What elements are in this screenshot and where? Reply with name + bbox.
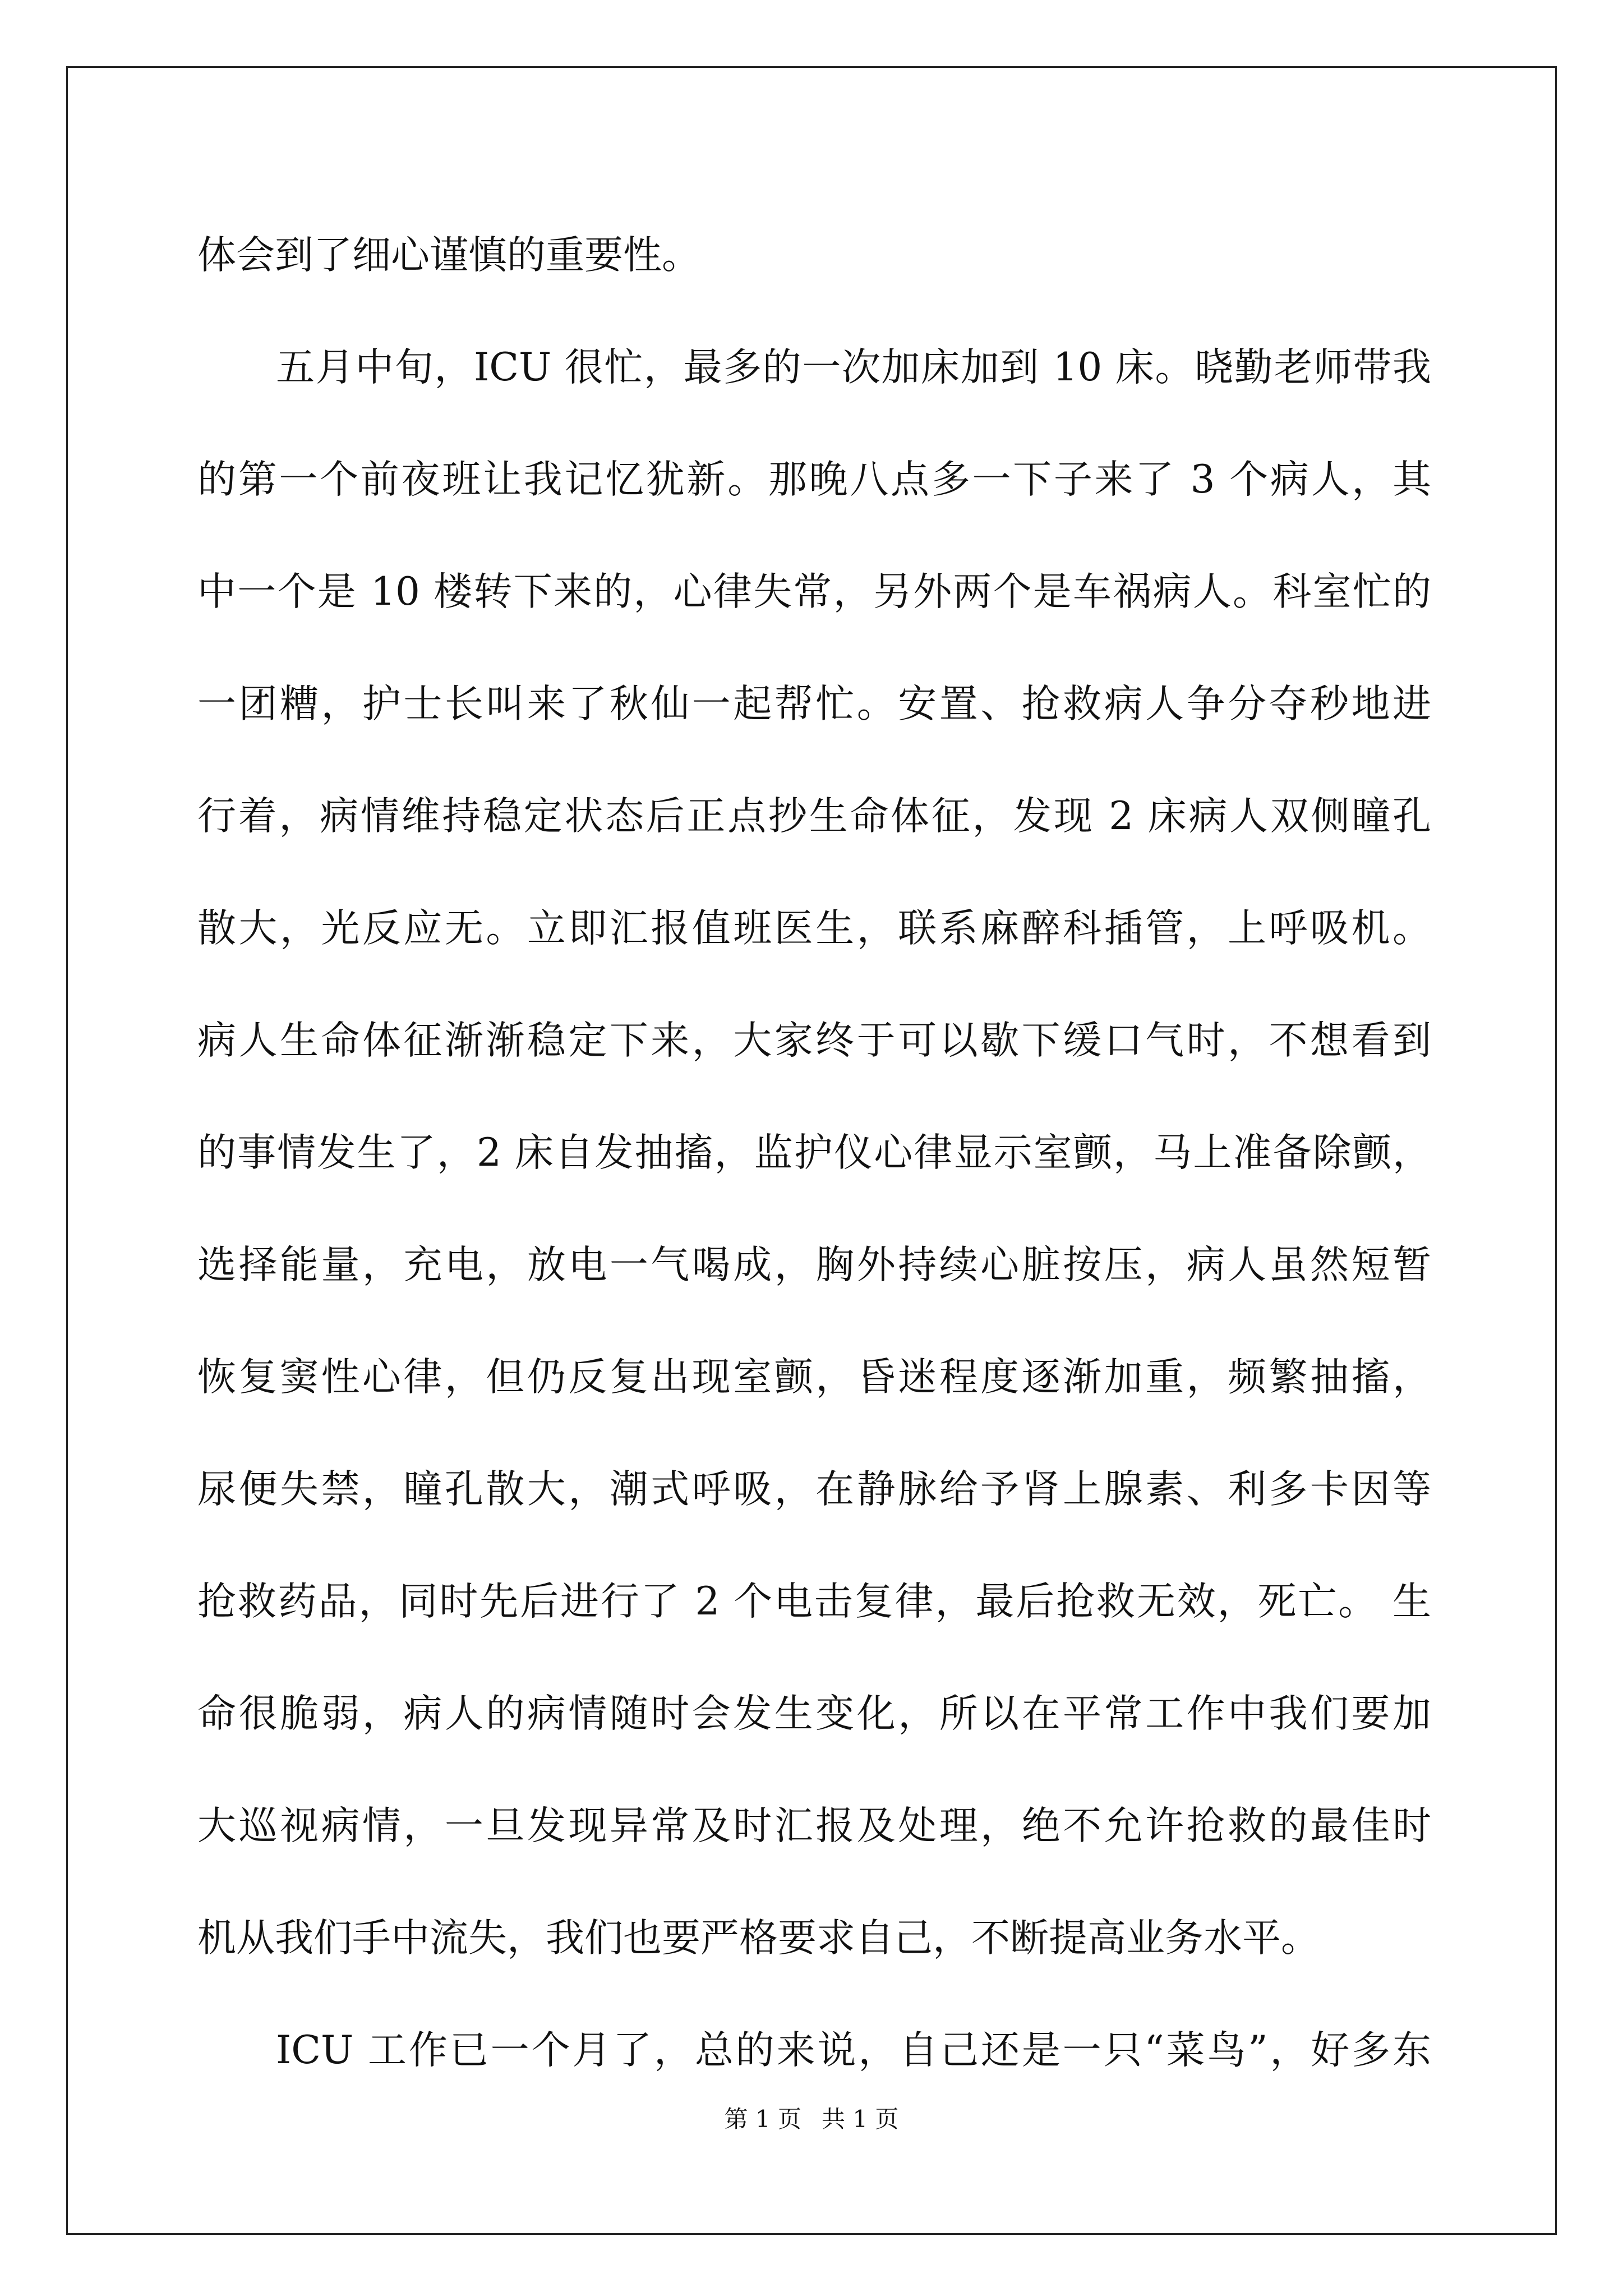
page-total: 共 1 页 — [822, 2105, 899, 2133]
text-line: 五月中旬，ICU 很忙，最多的一次加床加到 10 床。晓勤老师带我 — [276, 345, 1431, 390]
text-line: 抢救药品，同时先后进行了 2 个电击复律，最后抢救无效，死亡。 生 — [197, 1579, 1431, 1624]
text-line: 机从我们手中流失，我们也要严格要求自己，不断提高业务水平。 — [197, 1916, 1320, 1961]
page-footer — [0, 2101, 1623, 2134]
text-line: 恢复窦性心律，但仍反复出现室颤，昏迷程度逐渐加重，频繁抽搐， — [197, 1355, 1431, 1400]
text-line: 散大，光反应无。立即汇报值班医生，联系麻醉科插管，上呼吸机。 — [197, 906, 1431, 951]
text-line: 的第一个前夜班让我记忆犹新。那晚八点多一下子来了 3 个病人，其 — [197, 457, 1431, 502]
document-body — [197, 199, 1431, 2106]
text-line: 体会到了细心谨慎的重要性。 — [197, 233, 700, 278]
text-line: 大巡视病情，一旦发现异常及时汇报及处理，绝不允许抢救的最佳时 — [197, 1803, 1431, 1848]
text-line: 命很脆弱，病人的病情随时会发生变化，所以在平常工作中我们要加 — [197, 1691, 1431, 1736]
text-line: 病人生命体征渐渐稳定下来，大家终于可以歇下缓口气时，不想看到 — [197, 1018, 1431, 1063]
text-line: ICU 工作已一个月了，总的来说，自己还是一只“菜鸟”，好多东 — [276, 2028, 1431, 2073]
text-line: 选择能量，充电，放电一气喝成，胸外持续心脏按压，病人虽然短暂 — [197, 1243, 1431, 1287]
page-number: 第 1 页 — [724, 2105, 801, 2133]
text-line: 行着，病情维持稳定状态后正点抄生命体征，发现 2 床病人双侧瞳孔 — [197, 794, 1431, 839]
text-line: 中一个是 10 楼转下来的，心律失常，另外两个是车祸病人。科室忙的 — [197, 569, 1431, 614]
text-line: 一团糟，护士长叫来了秋仙一起帮忙。安置、抢救病人争分夺秒地进 — [197, 682, 1431, 726]
text-line: 的事情发生了，2 床自发抽搐，监护仪心律显示室颤，马上准备除颤， — [197, 1130, 1431, 1175]
text-line: 尿便失禁，瞳孔散大，潮式呼吸，在静脉给予肾上腺素、利多卡因等 — [197, 1467, 1431, 1512]
